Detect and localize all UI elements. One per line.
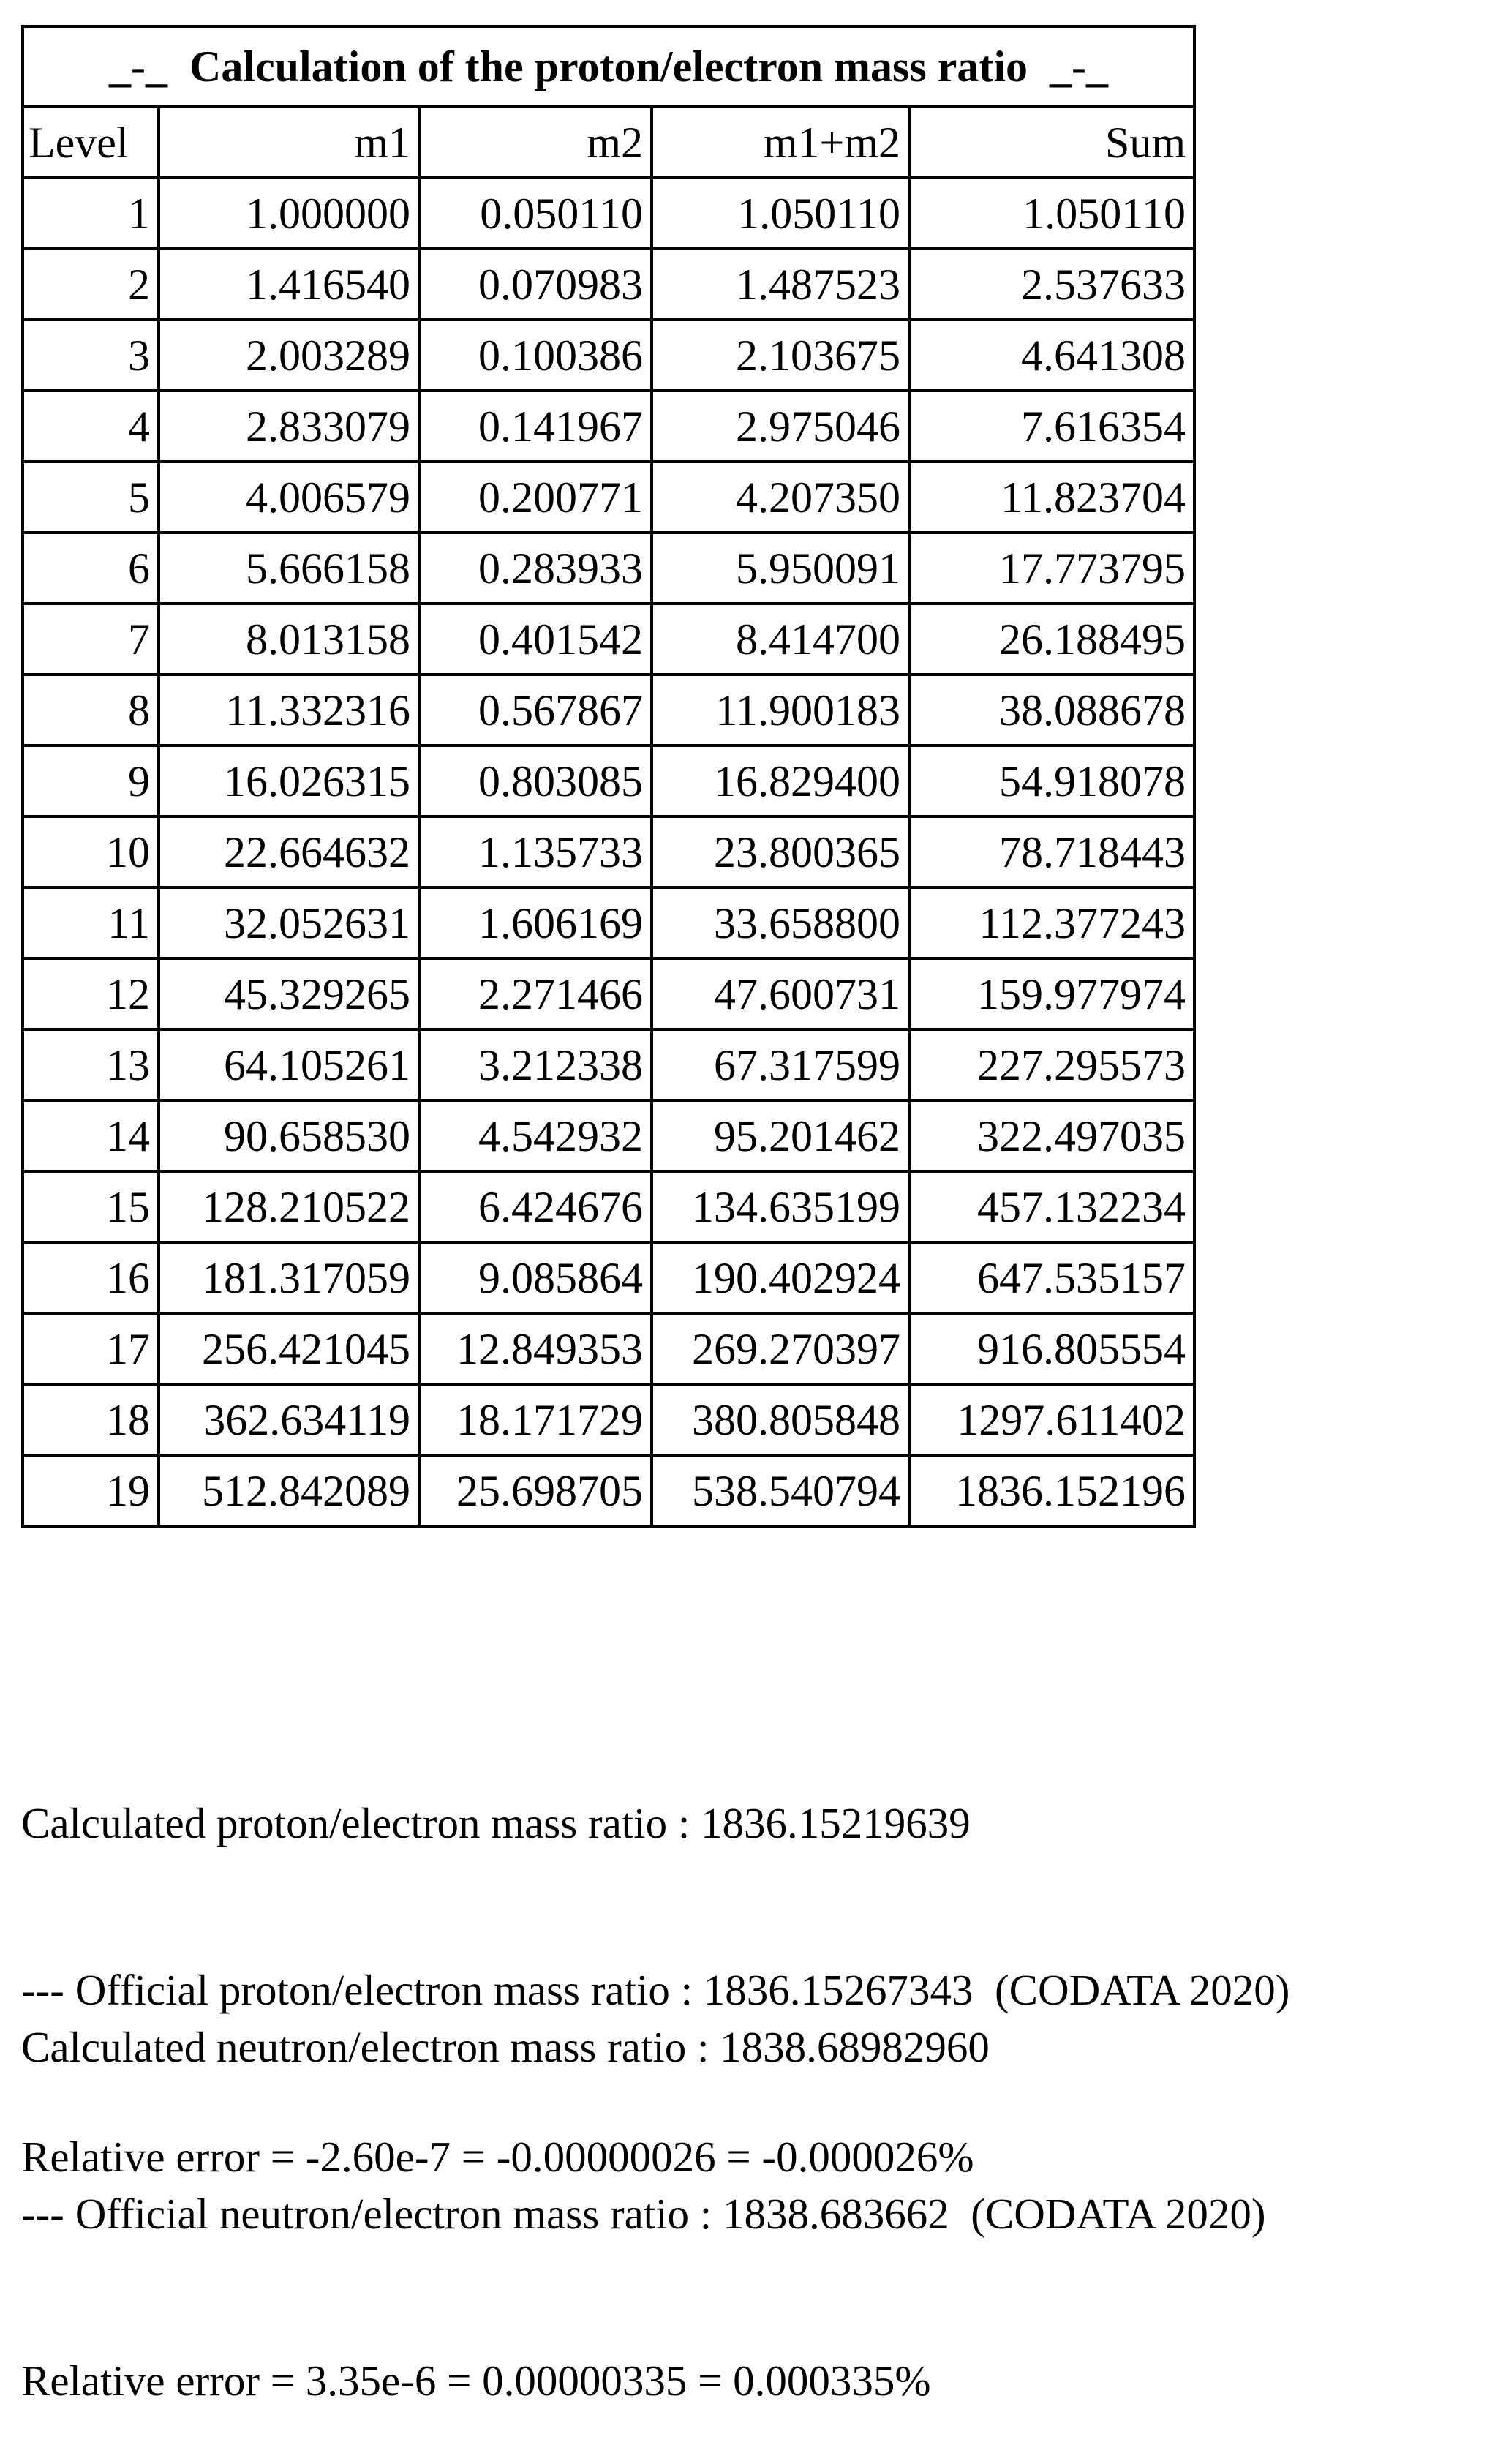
m1-plus-m2-cell: 8.414700 (652, 604, 909, 675)
m2-cell: 0.401542 (419, 604, 652, 675)
level-cell: 19 (23, 1455, 159, 1526)
proton-calculated-line: Calculated proton/electron mass ratio : 1836.15219639 (21, 1799, 971, 1847)
m1-plus-m2-cell: 11.900183 (652, 675, 909, 745)
sum-cell: 1297.611402 (909, 1384, 1194, 1455)
sum-cell: 322.497035 (909, 1100, 1194, 1171)
level-cell: 3 (23, 320, 159, 391)
m1-plus-m2-cell: 269.270397 (652, 1313, 909, 1384)
mass-ratio-table (21, 25, 1196, 1528)
m1-cell: 362.634119 (159, 1384, 419, 1455)
m2-cell: 0.200771 (419, 462, 652, 533)
m2-cell: 25.698705 (419, 1455, 652, 1526)
table-row (23, 462, 1194, 533)
m1-cell: 256.421045 (159, 1313, 419, 1384)
level-cell: 12 (23, 958, 159, 1029)
m1-cell: 5.666158 (159, 533, 419, 604)
level-cell: 1 (23, 178, 159, 249)
m1-cell: 11.332316 (159, 675, 419, 745)
level-cell: 10 (23, 816, 159, 887)
m1-cell: 512.842089 (159, 1455, 419, 1526)
sum-cell: 26.188495 (909, 604, 1194, 675)
m2-cell: 6.424676 (419, 1171, 652, 1242)
level-cell: 15 (23, 1171, 159, 1242)
m2-cell: 0.070983 (419, 249, 652, 320)
column-header-m2: m2 (419, 107, 652, 178)
sum-cell: 1836.152196 (909, 1455, 1194, 1526)
m2-cell: 0.141967 (419, 391, 652, 462)
column-header-m1: m1 (159, 107, 419, 178)
level-cell: 5 (23, 462, 159, 533)
table-row (23, 1100, 1194, 1171)
table-row (23, 1313, 1194, 1384)
m1-plus-m2-cell: 23.800365 (652, 816, 909, 887)
level-cell: 14 (23, 1100, 159, 1171)
m1-cell: 4.006579 (159, 462, 419, 533)
m1-cell: 22.664632 (159, 816, 419, 887)
proton-official-line: --- Official proton/electron mass ratio : 1836.15267343 (CODATA 2020) (21, 1966, 1290, 2014)
sum-cell: 54.918078 (909, 745, 1194, 816)
m2-cell: 0.100386 (419, 320, 652, 391)
m2-cell: 0.567867 (419, 675, 652, 745)
m1-plus-m2-cell: 67.317599 (652, 1029, 909, 1100)
table-row (23, 887, 1194, 958)
table-body (23, 178, 1194, 1526)
table-row (23, 1384, 1194, 1455)
sum-cell: 159.977974 (909, 958, 1194, 1029)
table-row (23, 745, 1194, 816)
level-cell: 16 (23, 1242, 159, 1313)
m2-cell: 1.135733 (419, 816, 652, 887)
m1-plus-m2-cell: 5.950091 (652, 533, 909, 604)
m2-cell: 0.803085 (419, 745, 652, 816)
neutron-official-line: --- Official neutron/electron mass ratio : 1838.683662 (CODATA 2020) (21, 2190, 1266, 2238)
sum-cell: 17.773795 (909, 533, 1194, 604)
m1-plus-m2-cell: 134.635199 (652, 1171, 909, 1242)
level-cell: 18 (23, 1384, 159, 1455)
m1-plus-m2-cell: 1.487523 (652, 249, 909, 320)
table-row (23, 816, 1194, 887)
sum-cell: 7.616354 (909, 391, 1194, 462)
m2-cell: 9.085864 (419, 1242, 652, 1313)
level-cell: 9 (23, 745, 159, 816)
m2-cell: 12.849353 (419, 1313, 652, 1384)
m1-cell: 16.026315 (159, 745, 419, 816)
sum-cell: 4.641308 (909, 320, 1194, 391)
table-header-row (23, 107, 1194, 178)
m1-plus-m2-cell: 16.829400 (652, 745, 909, 816)
m1-plus-m2-cell: 4.207350 (652, 462, 909, 533)
sum-cell: 38.088678 (909, 675, 1194, 745)
level-cell: 17 (23, 1313, 159, 1384)
m1-cell: 181.317059 (159, 1242, 419, 1313)
table-row (23, 958, 1194, 1029)
m1-cell: 1.416540 (159, 249, 419, 320)
sum-cell: 647.535157 (909, 1242, 1194, 1313)
column-header-sum: Sum (909, 107, 1194, 178)
m1-plus-m2-cell: 2.103675 (652, 320, 909, 391)
level-cell: 7 (23, 604, 159, 675)
table-row (23, 320, 1194, 391)
m1-cell: 45.329265 (159, 958, 419, 1029)
m2-cell: 18.171729 (419, 1384, 652, 1455)
m1-cell: 128.210522 (159, 1171, 419, 1242)
neutron-calculated-line: Calculated neutron/electron mass ratio : 1838.68982960 (21, 2023, 990, 2071)
column-header-m1-plus-m2: m1+m2 (652, 107, 909, 178)
sum-cell: 2.537633 (909, 249, 1194, 320)
level-cell: 2 (23, 249, 159, 320)
m2-cell: 0.050110 (419, 178, 652, 249)
table-row (23, 533, 1194, 604)
level-cell: 13 (23, 1029, 159, 1100)
proton-error-line: Relative error = -2.60e-7 = -0.00000026 = -0.000026% (21, 2133, 974, 2181)
m1-cell: 32.052631 (159, 887, 419, 958)
sum-cell: 78.718443 (909, 816, 1194, 887)
table-row (23, 391, 1194, 462)
neutron-results (21, 1908, 1266, 2464)
m1-cell: 1.000000 (159, 178, 419, 249)
m1-plus-m2-cell: 190.402924 (652, 1242, 909, 1313)
sum-cell: 112.377243 (909, 887, 1194, 958)
m1-plus-m2-cell: 380.805848 (652, 1384, 909, 1455)
m1-cell: 8.013158 (159, 604, 419, 675)
table-row (23, 604, 1194, 675)
neutron-error-line: Relative error = 3.35e-6 = 0.00000335 = 0.000335% (21, 2356, 931, 2405)
m2-cell: 3.212338 (419, 1029, 652, 1100)
m1-plus-m2-cell: 2.975046 (652, 391, 909, 462)
m1-plus-m2-cell: 47.600731 (652, 958, 909, 1029)
sum-cell: 457.132234 (909, 1171, 1194, 1242)
m1-cell: 90.658530 (159, 1100, 419, 1171)
m1-plus-m2-cell: 538.540794 (652, 1455, 909, 1526)
table-row (23, 178, 1194, 249)
m2-cell: 4.542932 (419, 1100, 652, 1171)
level-cell: 4 (23, 391, 159, 462)
table-row (23, 1171, 1194, 1242)
sum-cell: 11.823704 (909, 462, 1194, 533)
column-header-level: Level (23, 107, 159, 178)
sum-cell: 1.050110 (909, 178, 1194, 249)
sum-cell: 227.295573 (909, 1029, 1194, 1100)
m1-plus-m2-cell: 95.201462 (652, 1100, 909, 1171)
m1-cell: 64.105261 (159, 1029, 419, 1100)
m1-plus-m2-cell: 33.658800 (652, 887, 909, 958)
m1-plus-m2-cell: 1.050110 (652, 178, 909, 249)
m1-cell: 2.833079 (159, 391, 419, 462)
level-cell: 8 (23, 675, 159, 745)
table-row (23, 675, 1194, 745)
table-title: _-_ Calculation of the proton/electron mass ratio _-_ (23, 26, 1194, 107)
level-cell: 6 (23, 533, 159, 604)
table-row (23, 1029, 1194, 1100)
m1-cell: 2.003289 (159, 320, 419, 391)
sum-cell: 916.805554 (909, 1313, 1194, 1384)
m2-cell: 2.271466 (419, 958, 652, 1029)
m2-cell: 0.283933 (419, 533, 652, 604)
table-row (23, 1242, 1194, 1313)
table-row (23, 1455, 1194, 1526)
table-title-row (23, 26, 1194, 107)
table-row (23, 249, 1194, 320)
m2-cell: 1.606169 (419, 887, 652, 958)
level-cell: 11 (23, 887, 159, 958)
